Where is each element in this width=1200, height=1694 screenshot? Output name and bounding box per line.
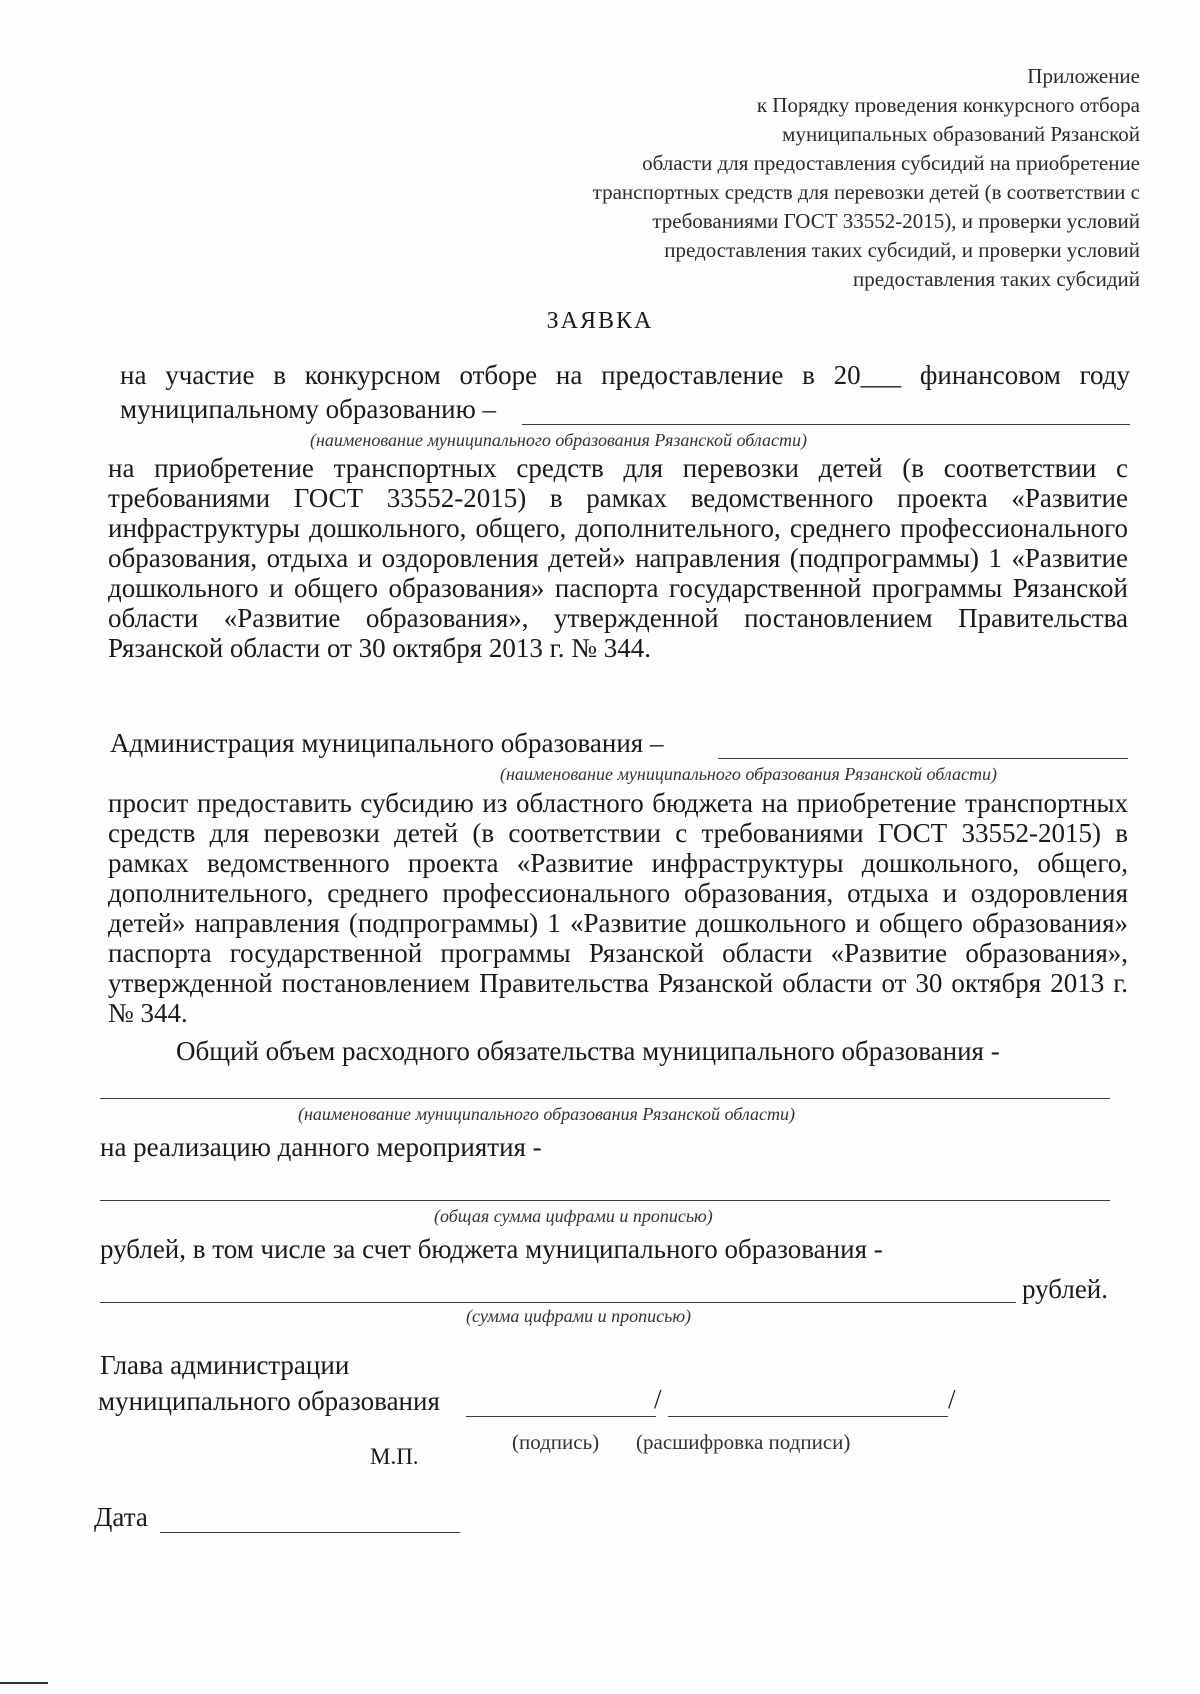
signature-decode-caption: (расшифровка подписи) xyxy=(636,1430,851,1454)
total-caption: (наименование муниципального образования Рязанской области) xyxy=(298,1104,795,1124)
signature-decode-field[interactable] xyxy=(668,1416,948,1417)
admin-caption: (наименование муниципального образования Рязанской области) xyxy=(500,764,997,784)
appendix-line: к Порядку проведения конкурсного отбора xyxy=(756,93,1140,117)
implementation-label: на реализацию данного мероприятия - xyxy=(100,1132,542,1162)
budget-sum-field[interactable] xyxy=(100,1302,1016,1303)
head-label-line1: Глава администрации xyxy=(100,1350,350,1380)
signature-slash-1: / xyxy=(654,1384,662,1414)
total-municipality-field[interactable] xyxy=(100,1098,1110,1099)
stamp-label: М.П. xyxy=(370,1444,419,1469)
budget-caption: (сумма цифрами и прописью) xyxy=(466,1306,692,1326)
document-title: ЗАЯВКА xyxy=(546,308,654,334)
total-sum-field[interactable] xyxy=(100,1200,1110,1201)
appendix-line: Приложение xyxy=(1027,64,1140,88)
appendix-line: муниципальных образований Рязанской xyxy=(782,122,1140,146)
appendix-line: транспортных средств для перевозки детей (в соответствии с xyxy=(592,180,1140,204)
municipality-name-field-2[interactable] xyxy=(718,758,1128,759)
signature-slash-2: / xyxy=(948,1384,956,1414)
head-label-line2: муниципального образования xyxy=(98,1386,440,1416)
signature-caption: (подпись) xyxy=(512,1430,600,1454)
municipality-name-field-1[interactable] xyxy=(522,424,1130,425)
signature-field[interactable] xyxy=(466,1416,656,1417)
para3-text: просит предоставить субсидию из областного бюджета на приобретение транспортных средств для перевозки детей (в соответствии с требованиями ГОСТ 33552-2015) в рамках ведомственного проекта «Развитие инфраструктуры дошкольного, общего, дополнительного, среднего профессионального образования, отдыха и оздоровления детей» направления (подпрограммы) 1 «Развитие дошкольного и общего образования» паспорта государственной программы Рязанской области «Развитие образования», утвержденной постановлением Правительства Рязанской области от 30 октября 2013 г. № 344. xyxy=(108,788,1128,1028)
date-field[interactable] xyxy=(160,1532,460,1533)
appendix-header xyxy=(440,62,1140,294)
date-label: Дата xyxy=(94,1502,148,1532)
admin-label: Администрация муниципального образования – xyxy=(110,728,664,758)
total-label: Общий объем расходного обязательства муниципального образования - xyxy=(176,1036,1000,1066)
page-corner-mark xyxy=(0,1682,48,1684)
para2-text: на приобретение транспортных средств для перевозки детей (в соответствии с требованиями ГОСТ 33552-2015) в рамках ведомственного проекта «Развитие инфраструктуры дошкольного, общего, дополнительного, среднего профессионального образования, отдыха и оздоровления детей» направления (подпрограммы) 1 «Развитие дошкольного и общего образования» паспорта государственной программы Рязанской области «Развитие образования», утвержденной постановлением Правительства Рязанской области от 30 октября 2013 г. № 344. xyxy=(108,453,1128,663)
budget-suffix: рублей. xyxy=(1022,1274,1109,1304)
appendix-line: требованиями ГОСТ 33552-2015), и проверки условий xyxy=(652,209,1140,233)
appendix-line: области для предоставления субсидий на приобретение xyxy=(642,151,1140,175)
appendix-line: предоставления таких субсидий xyxy=(852,267,1140,291)
para1-line2: муниципальному образованию – xyxy=(120,394,497,424)
budget-label: рублей, в том числе за счет бюджета муниципального образования - xyxy=(100,1234,883,1264)
implementation-caption: (общая сумма цифрами и прописью) xyxy=(434,1206,713,1226)
appendix-line: предоставления таких субсидий, и проверки условий xyxy=(664,238,1140,262)
para1-line1: на участие в конкурсном отборе на предоставление в 20___ финансовом году xyxy=(120,360,1130,390)
para1-caption: (наименование муниципального образования Рязанской области) xyxy=(310,430,807,450)
